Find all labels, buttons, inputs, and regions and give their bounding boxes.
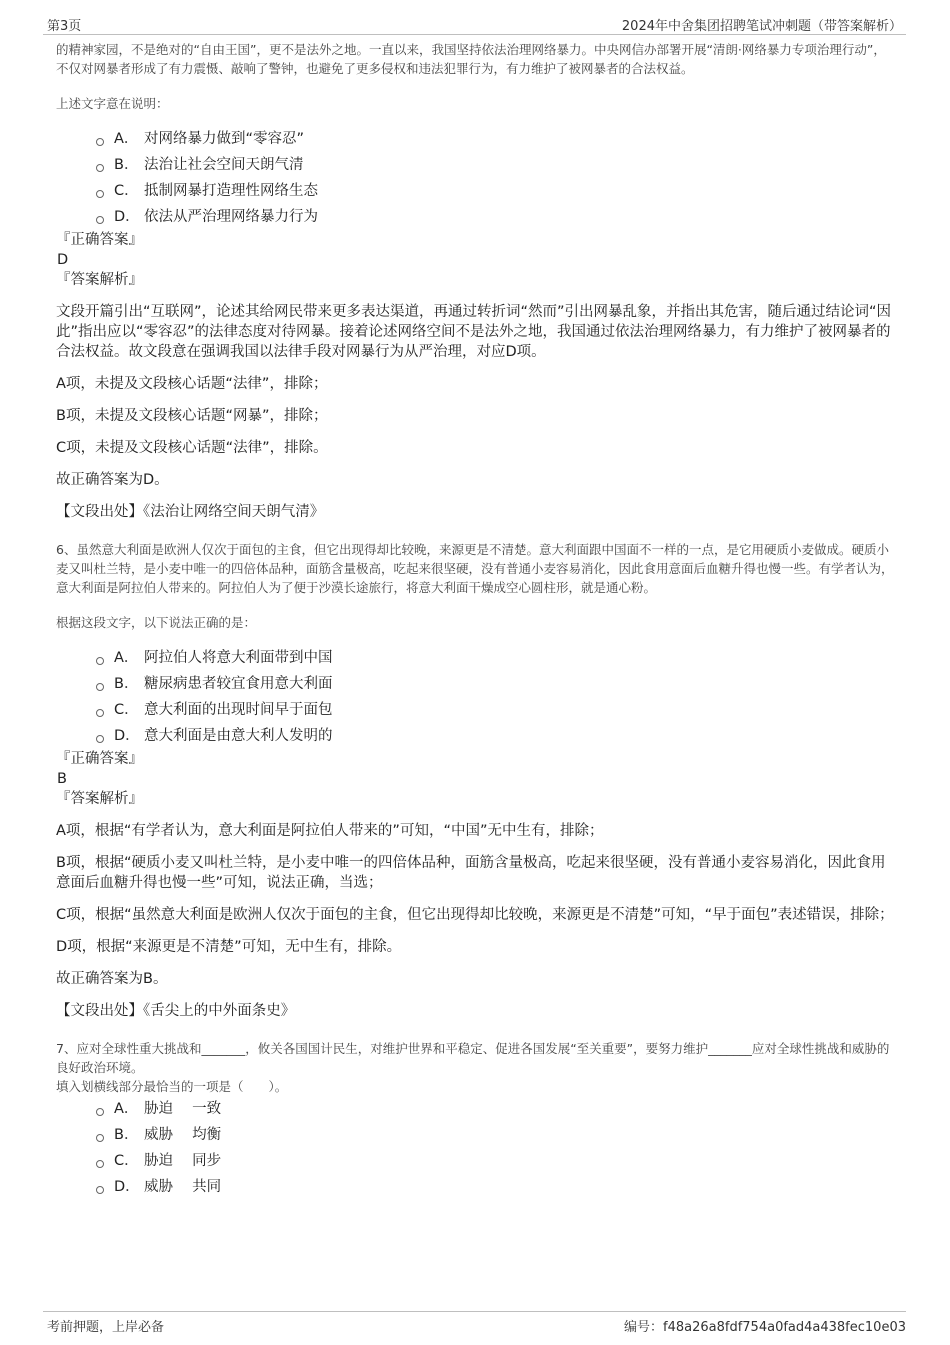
page-header xyxy=(43,14,906,35)
analysis-paragraph: 文段开篇引出“互联网”，论述其给网民带来更多表达渠道，再通过转折词“然而”引出网暴乱象，并指出其危害，随后通过结论词“因此”指出应以“零容忍”的法律态度对待网暴。接着论述网络空间不是法外之地，我国通过依法治理网络暴力，有力维护了被网暴者的合法权益。故文段意在强调我国以法律手段对网暴行为从严治理，对应D项。 xyxy=(56,304,892,360)
analysis-option-d: D项，根据“来源更是不清楚”可知，无中生有，排除。 xyxy=(56,939,402,955)
document-title: 2024年中舍集团招聘笔试冲刺题（带答案解析） xyxy=(621,19,902,34)
option-a[interactable]: A． 对网络暴力做到“零容忍” xyxy=(96,126,896,152)
option-b[interactable]: B． 威胁 均衡 xyxy=(96,1122,896,1148)
correct-answer: D xyxy=(57,252,69,268)
option-d[interactable]: D． 意大利面是由意大利人发明的 xyxy=(96,723,896,749)
code-label: 编号： xyxy=(624,1320,664,1335)
analysis-option-b: B项，根据“硬质小麦又叫杜兰特，是小麦中唯一的四倍体品种，面筋含量极高，吃起来很坚硬，没有普通小麦容易消化，因此食用意面后血糖升得也慢一些”可知，说法正确，当选； xyxy=(56,855,886,891)
option-list xyxy=(56,645,896,749)
option-b[interactable]: B． 法治让社会空间天朗气清 xyxy=(96,152,896,178)
question-prompt: 根据这段文字，以下说法正确的是： xyxy=(56,615,257,630)
option-c[interactable]: C． 意大利面的出现时间早于面包 xyxy=(96,697,896,723)
analysis-label: 『答案解析』 xyxy=(56,272,143,288)
analysis-conclusion: 故正确答案为D。 xyxy=(56,472,169,488)
question-6 xyxy=(56,540,896,1021)
question-passage: 6、虽然意大利面是欧洲人仅次于面包的主食，但它出现得却比较晚，来源更是不清楚。意大利面跟中国面不一样的一点，是它用硬质小麦做成。硬质小麦又叫杜兰特，是小麦中唯一的四倍体品种，面筋含量极高，吃起来很坚硬，没有普通小麦容易消化，因此食用意面后血糖升得也慢一些。有学者认为，意大利面是阿拉伯人带来的。阿拉伯人为了便于沙漠长途旅行，将意大利面干燥成空心圆柱形，就是通心粉。 xyxy=(56,542,894,595)
radio-icon[interactable] xyxy=(96,138,104,146)
option-c[interactable]: C． 胁迫 同步 xyxy=(96,1148,896,1174)
option-d[interactable]: D． 依法从严治理网络暴力行为 xyxy=(96,204,896,230)
correct-answer: B xyxy=(57,771,67,787)
analysis-option-a: A项，未提及文段核心话题“法律”，排除； xyxy=(56,376,328,392)
option-c[interactable]: C． 抵制网暴打造理性网络生态 xyxy=(96,178,896,204)
option-a[interactable]: A． 胁迫 一致 xyxy=(96,1096,896,1122)
option-d[interactable]: D． 威胁 共同 xyxy=(96,1174,896,1200)
analysis-option-b: B项，未提及文段核心话题“网暴”，排除； xyxy=(56,408,328,424)
radio-icon[interactable] xyxy=(96,657,104,665)
radio-icon[interactable] xyxy=(96,216,104,224)
analysis-option-c: C项，未提及文段核心话题“法律”，排除。 xyxy=(56,440,328,456)
analysis-option-c: C项，根据“虽然意大利面是欧洲人仅次于面包的主食，但它出现得却比较晚，来源更是不清楚”可知，“早于面包”表述错误，排除； xyxy=(56,907,894,923)
option-list xyxy=(56,1096,896,1200)
radio-icon[interactable] xyxy=(96,1186,104,1194)
question-7 xyxy=(56,1039,896,1200)
question-prompt: 上述文字意在说明： xyxy=(56,96,169,111)
analysis-conclusion: 故正确答案为B。 xyxy=(56,971,168,987)
radio-icon[interactable] xyxy=(96,683,104,691)
passage-source: 【文段出处】《舌尖上的中外面条史》 xyxy=(56,1003,296,1019)
passage-source: 【文段出处】《法治让网络空间天朗气清》 xyxy=(56,504,325,520)
answer-label: 『正确答案』 xyxy=(56,751,143,767)
question-passage: 的精神家园，不是绝对的“自由王国”，更不是法外之地。一直以来，我国坚持依法治理网络暴力。中央网信办部署开展“清朗·网络暴力专项治理行动”，不仅对网暴者形成了有力震慑、敲响了警钟，也避免了更多侵权和违法犯罪行为，有力维护了被网暴者的合法权益。 xyxy=(56,42,886,76)
radio-icon[interactable] xyxy=(96,1108,104,1116)
analysis-label: 『答案解析』 xyxy=(56,791,143,807)
document-code xyxy=(624,1316,906,1335)
question-prompt: 填入划横线部分最恰当的一项是（ ）。 xyxy=(56,1079,288,1094)
radio-icon[interactable] xyxy=(96,735,104,743)
option-b[interactable]: B． 糖尿病患者较宜食用意大利面 xyxy=(96,671,896,697)
page-footer xyxy=(43,1311,906,1336)
radio-icon[interactable] xyxy=(96,1160,104,1168)
radio-icon[interactable] xyxy=(96,164,104,172)
question-passage: 7、应对全球性重大挑战和_______，攸关各国国计民生，对维护世界和平稳定、促进各国发展“至关重要”，要努力维护_______应对全球性挑战和威胁的良好政治环境。 xyxy=(56,1041,890,1075)
page-number: 第3页 xyxy=(47,19,82,34)
answer-label: 『正确答案』 xyxy=(56,232,143,248)
question-5 xyxy=(56,40,896,522)
code-value: f48a26a8fdf754a0fad4a438fec10e03 xyxy=(663,1320,906,1335)
option-list xyxy=(56,126,896,230)
radio-icon[interactable] xyxy=(96,709,104,717)
radio-icon[interactable] xyxy=(96,190,104,198)
radio-icon[interactable] xyxy=(96,1134,104,1142)
footer-slogan: 考前押题，上岸必备 xyxy=(47,1320,165,1335)
option-a[interactable]: A． 阿拉伯人将意大利面带到中国 xyxy=(96,645,896,671)
document-content xyxy=(56,40,896,1200)
analysis-option-a: A项，根据“有学者认为，意大利面是阿拉伯人带来的”可知，“中国”无中生有，排除； xyxy=(56,823,604,839)
